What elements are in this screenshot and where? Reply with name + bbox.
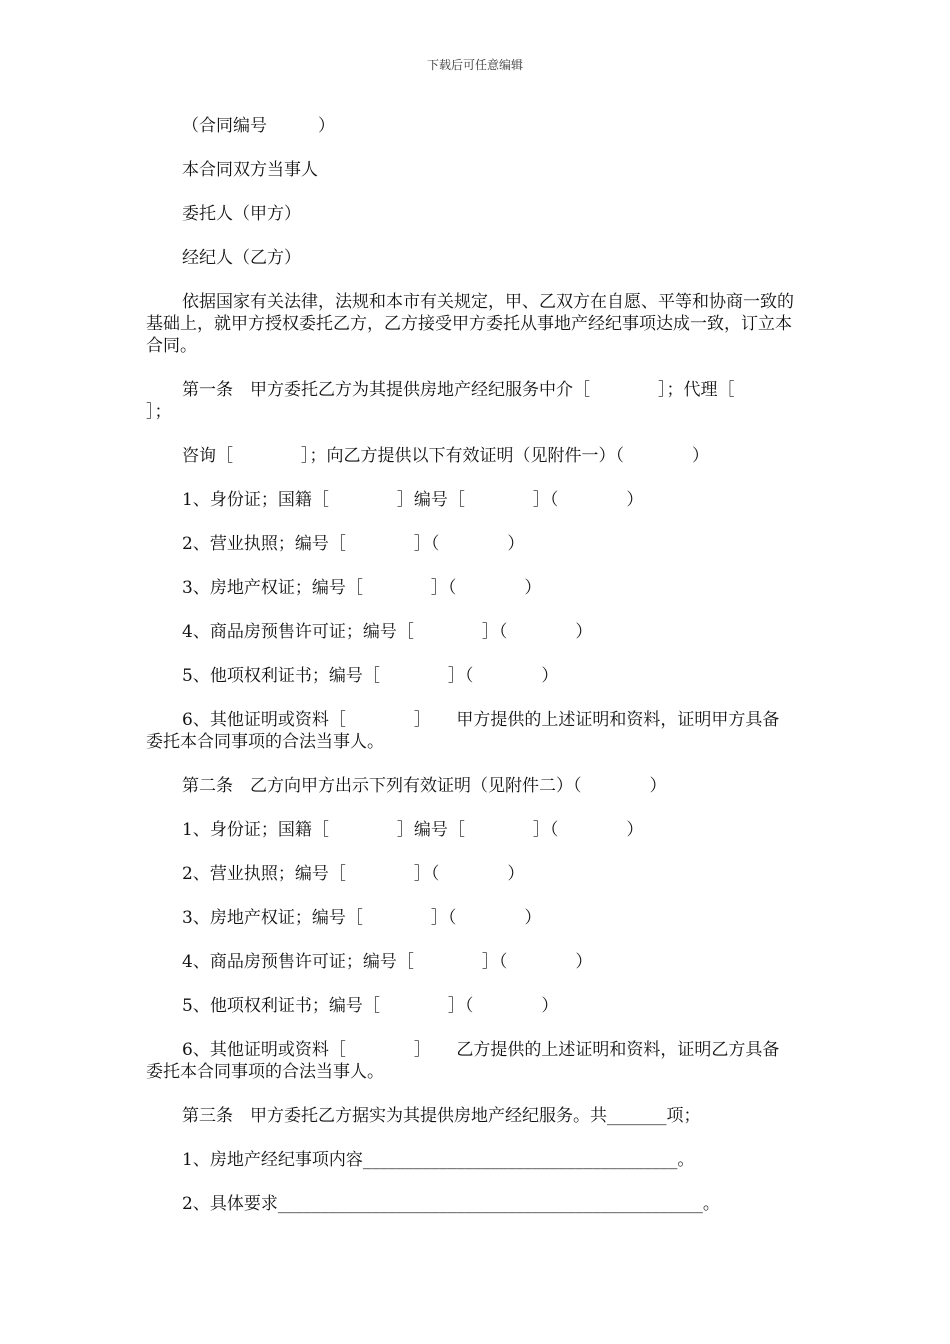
article-1-item-4: 4、商品房预售许可证；编号［ ］（ ） [182, 622, 593, 642]
article-1-item-1: 1、身份证；国籍［ ］编号［ ］（ ） [182, 490, 644, 510]
article-1-item-2: 2、营业执照；编号［ ］（ ） [182, 534, 525, 554]
contract-number: （合同编号 ） [182, 116, 335, 136]
article-2-item-6: 6、其他证明或资料［ ］ 乙方提供的上述证明和资料，证明乙方具备委托本合同事项的合法当事人。 [146, 1040, 780, 1082]
article-2-item-1: 1、身份证；国籍［ ］编号［ ］（ ） [182, 820, 644, 840]
header-note: 下载后可任意编辑 [426, 58, 523, 72]
article-1: 第一条 甲方委托乙方为其提供房地产经纪服务中介［ ］；代理［ ］； [146, 380, 803, 422]
article-3: 第三条 甲方委托乙方据实为其提供房地产经纪服务。共_______项； [182, 1106, 701, 1126]
principal-line: 委托人（甲方） [182, 204, 301, 224]
article-1-item-5: 5、他项权利证书；编号［ ］（ ） [182, 666, 559, 686]
article-2-item-4: 4、商品房预售许可证；编号［ ］（ ） [182, 952, 593, 972]
article-3-item-2: 2、具体要求__________________________________________________。 [182, 1194, 720, 1214]
article-1-item-3: 3、房地产权证；编号［ ］（ ） [182, 578, 542, 598]
parties-heading: 本合同双方当事人 [182, 160, 318, 180]
article-2-item-5: 5、他项权利证书；编号［ ］（ ） [182, 996, 559, 1016]
agent-line: 经纪人（乙方） [182, 248, 301, 268]
article-3-item-1: 1、房地产经纪事项内容_____________________________________。 [182, 1150, 695, 1170]
article-2-item-2: 2、营业执照；编号［ ］（ ） [182, 864, 525, 884]
article-2: 第二条 乙方向甲方出示下列有效证明（见附件二）（ ） [182, 776, 667, 796]
article-1-item-6: 6、其他证明或资料［ ］ 甲方提供的上述证明和资料，证明甲方具备委托本合同事项的合法当事人。 [146, 710, 780, 752]
article-2-item-3: 3、房地产权证；编号［ ］（ ） [182, 908, 542, 928]
article-1-consult: 咨询［ ］；向乙方提供以下有效证明（见附件一）（ ） [182, 446, 709, 466]
preamble: 依据国家有关法律，法规和本市有关规定，甲、乙双方在自愿、平等和协商一致的基础上，就甲方授权委托乙方，乙方接受甲方委托从事地产经纪事项达成一致，订立本合同。 [146, 292, 794, 356]
